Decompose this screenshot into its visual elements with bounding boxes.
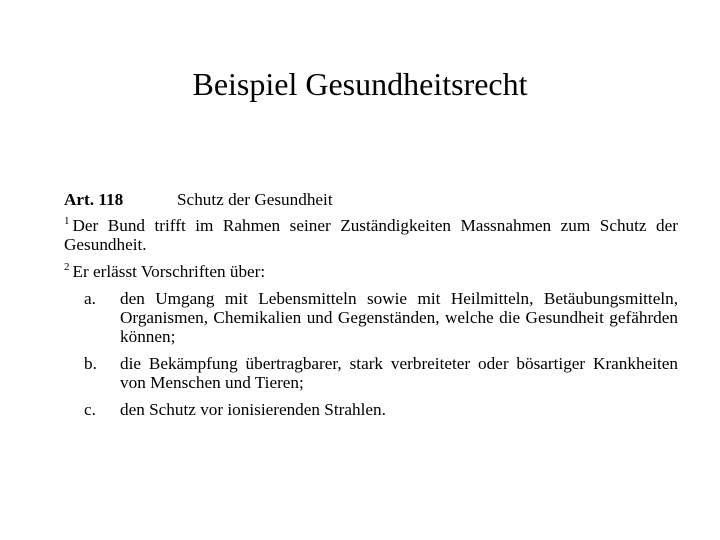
list-item	[64, 354, 678, 392]
paragraph-1	[64, 216, 678, 254]
list-item-letter: b.	[84, 354, 97, 373]
article-text	[64, 190, 678, 427]
list-item-text: den Umgang mit Lebensmitteln sowie mit Heilmitteln, Betäubungsmitteln, Organismen, Chemikalien und Gegenständen, welche die Gesundheit gefährden können;	[120, 289, 678, 346]
paragraph-text: Der Bund trifft im Rahmen seiner Zuständigkeiten Massnahmen zum Schutz der Gesundheit.	[64, 216, 678, 254]
paragraph-number: 2	[64, 261, 70, 274]
article-header	[64, 190, 678, 209]
slide-title: Beispiel Gesundheitsrecht	[192, 66, 528, 102]
list-item	[64, 400, 678, 419]
paragraph-2	[64, 262, 678, 281]
list-item-text: den Schutz vor ionisierenden Strahlen.	[120, 400, 386, 419]
article-number: Art. 118	[64, 190, 124, 209]
paragraph-text: Er erlässt Vorschriften über:	[72, 262, 266, 281]
list-item-letter: a.	[84, 289, 96, 308]
article-heading: Schutz der Gesundheit	[177, 190, 333, 209]
list-item-letter: c.	[84, 400, 96, 419]
list-item-text: die Bekämpfung übertragbarer, stark verbreiteter oder bösartiger Krankheiten von Menschen und Tieren;	[120, 354, 678, 392]
list-item	[64, 289, 678, 346]
paragraph-number: 1	[64, 215, 70, 228]
